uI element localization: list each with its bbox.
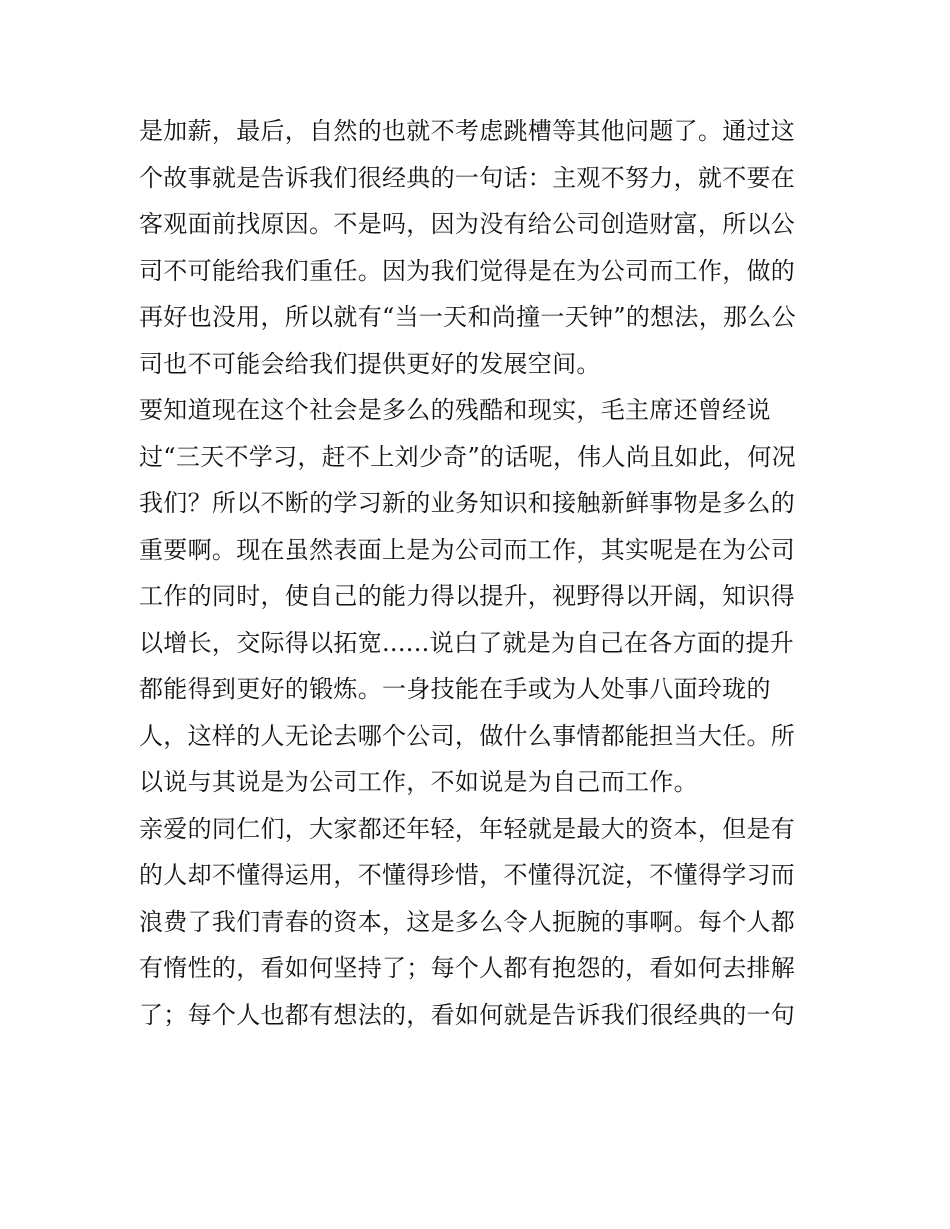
text-line: 的人却不懂得运用，不懂得珍惜，不懂得沉淀，不懂得学习而 — [139, 861, 796, 889]
text-line: 再好也没用，所以就有“当一天和尚撞一天钟”的想法，那么公 — [139, 303, 796, 331]
text-line: 人，这样的人无论去哪个公司，做什么事情都能担当大任。所 — [139, 721, 796, 750]
text-line: 都能得到更好的锻炼。一身技能在手或为人处事八面玲珑的 — [139, 675, 771, 703]
text-line: 客观面前找原因。不是吗，因为没有给公司创造财富，所以公 — [139, 210, 796, 238]
text-line: 亲爱的同仁们，大家都还年轻，年轻就是最大的资本，但是有 — [139, 814, 796, 843]
text-line: 个故事就是告诉我们很经典的一句话：主观不努力，就不要在 — [139, 163, 796, 192]
text-line: 以增长，交际得以拓宽......说白了就是为自己在各方面的提升 — [139, 628, 795, 657]
text-line: 重要啊。现在虽然表面上是为公司而工作，其实呢是在为公司 — [139, 535, 796, 564]
text-line: 过“三天不学习，赶不上刘少奇”的话呢，伟人尚且如此，何况 — [139, 442, 796, 471]
text-line: 司不可能给我们重任。因为我们觉得是在为公司而工作，做的 — [139, 256, 796, 285]
text-line: 我们？所以不断的学习新的业务知识和接触新鲜事物是多么的 — [139, 489, 796, 517]
text-line: 了；每个人也都有想法的，看如何就是告诉我们很经典的一句 — [139, 1000, 796, 1029]
text-line: 是加薪，最后，自然的也就不考虑跳槽等其他问题了。通过这 — [139, 117, 796, 145]
body-text — [139, 108, 819, 1038]
text-line: 要知道现在这个社会是多么的残酷和现实，毛主席还曾经说 — [139, 396, 771, 424]
text-line: 有惰性的，看如何坚持了；每个人都有抱怨的，看如何去排解 — [139, 954, 796, 982]
text-line: 司也不可能会给我们提供更好的发展空间。 — [139, 349, 601, 378]
text-line: 工作的同时，使自己的能力得以提升，视野得以开阔，知识得 — [139, 582, 796, 610]
text-line: 浪费了我们青春的资本，这是多么令人扼腕的事啊。每个人都 — [139, 907, 796, 936]
text-line: 以说与其说是为公司工作，不如说是为自己而工作。 — [139, 768, 698, 796]
